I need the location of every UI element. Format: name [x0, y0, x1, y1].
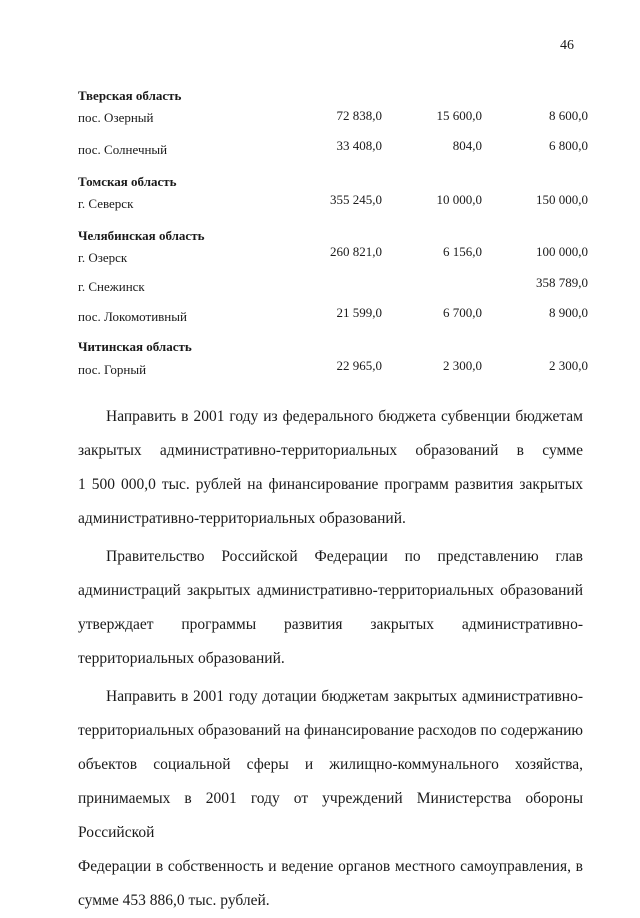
- value-cell: 260 821,0: [330, 244, 382, 259]
- text-line: закрытых административно-территориальных образований в сумме: [78, 442, 583, 459]
- text-line: принимаемых в 2001 году от учреждений Министерства обороны Российской: [78, 790, 583, 841]
- value-cell: 33 408,0: [336, 138, 382, 153]
- value-cell: 8 600,0: [549, 108, 588, 123]
- text-line: Направить в 2001 году дотации бюджетам закрытых административно-: [106, 688, 583, 705]
- place-name: пос. Озерный: [78, 110, 154, 125]
- text-line: территориальных образований на финансирование расходов по содержанию: [78, 722, 583, 739]
- place-name: г. Озерск: [78, 250, 128, 265]
- value-cell: 150 000,0: [536, 192, 588, 207]
- value-cell: 22 965,0: [336, 358, 382, 373]
- paragraph-subventions: [78, 400, 583, 536]
- page-number: 46: [560, 38, 574, 53]
- text-line: 1 500 000,0 тыс. рублей на финансирование программ развития закрытых: [78, 476, 583, 493]
- text-line: сумме 453 886,0 тыс. рублей.: [78, 892, 270, 909]
- value-cell: 6 700,0: [443, 305, 482, 320]
- place-name: г. Северск: [78, 196, 134, 211]
- text-line: Направить в 2001 году из федерального бюджета субвенции бюджетам: [106, 408, 583, 425]
- region-heading: Читинская область: [78, 339, 192, 354]
- text-line: утверждает программы развития закрытых административно-: [78, 616, 583, 633]
- value-cell: 804,0: [452, 138, 482, 153]
- place-name: пос. Локомотивный: [78, 309, 187, 324]
- value-cell: 21 599,0: [336, 305, 382, 320]
- text-line: Федерации в собственность и ведение органов местного самоуправления, в: [78, 858, 583, 875]
- text-line: административно-территориальных образований.: [78, 510, 406, 527]
- value-cell: 8 900,0: [549, 305, 588, 320]
- value-cell: 358 789,0: [536, 275, 588, 290]
- value-cell: 355 245,0: [330, 192, 382, 207]
- value-cell: 10 000,0: [436, 192, 482, 207]
- value-cell: 6 156,0: [443, 244, 482, 259]
- value-cell: 100 000,0: [536, 244, 588, 259]
- value-cell: 6 800,0: [549, 138, 588, 153]
- text-line: объектов социальной сферы и жилищно-коммунального хозяйства,: [78, 756, 583, 773]
- paragraph-subsidies: [78, 680, 583, 918]
- text-line: администраций закрытых административно-территориальных образований: [78, 582, 583, 599]
- text-line: территориальных образований.: [78, 650, 285, 667]
- value-cell: 2 300,0: [443, 358, 482, 373]
- region-heading: Тверская область: [78, 88, 182, 103]
- text-line: Правительство Российской Федерации по представлению глав: [106, 548, 583, 565]
- value-cell: 15 600,0: [436, 108, 482, 123]
- place-name: пос. Солнечный: [78, 142, 168, 157]
- place-name: пос. Горный: [78, 362, 147, 377]
- place-name: г. Снежинск: [78, 279, 145, 294]
- paragraph-programs: [78, 540, 583, 676]
- value-cell: 72 838,0: [336, 108, 382, 123]
- region-heading: Челябинская область: [78, 228, 205, 243]
- region-heading: Томская область: [78, 174, 177, 189]
- value-cell: 2 300,0: [549, 358, 588, 373]
